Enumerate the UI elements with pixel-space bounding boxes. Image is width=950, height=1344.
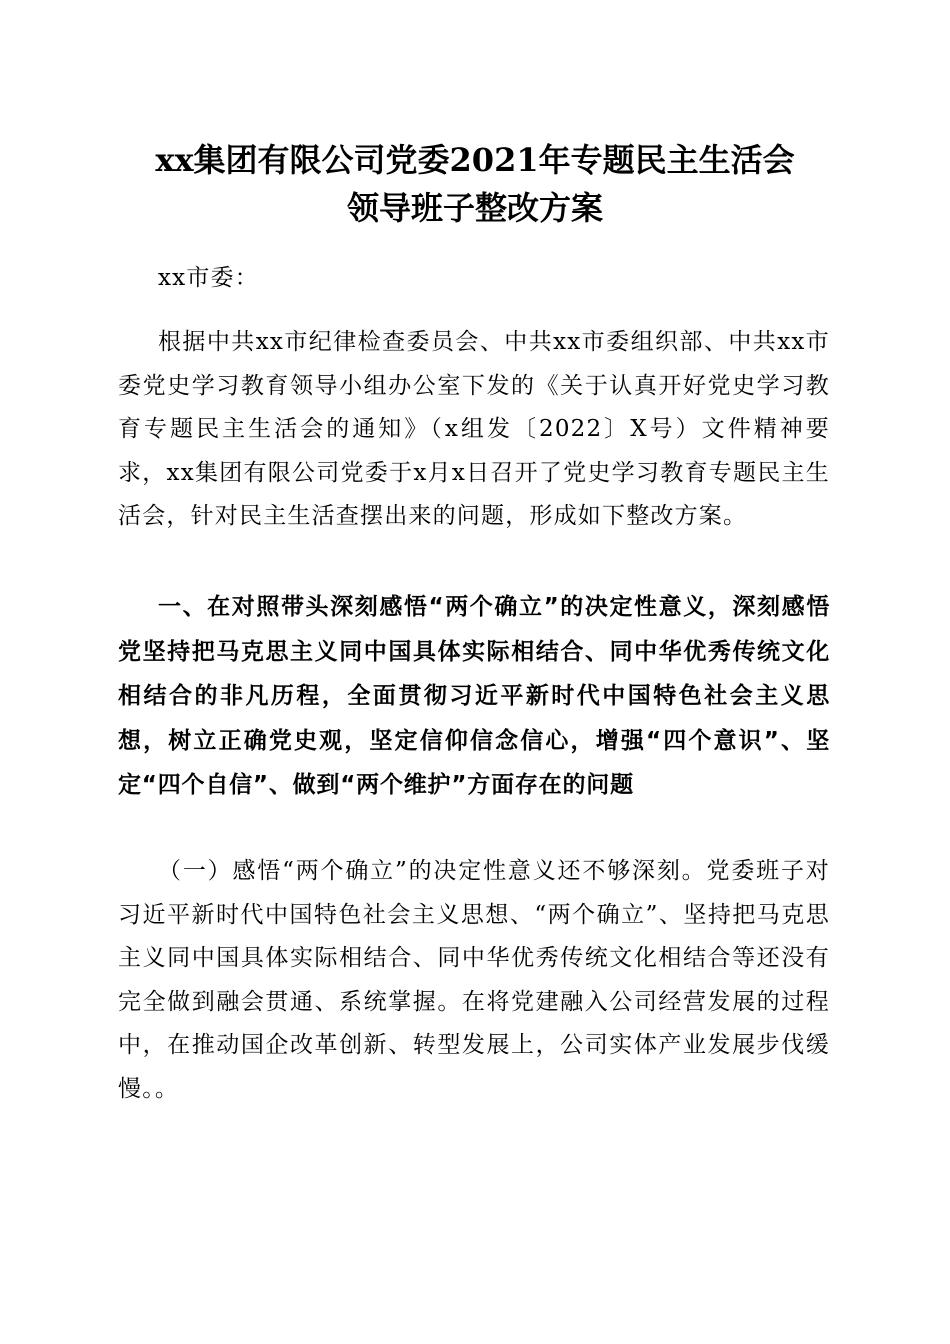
document-title-line-2: 领导班子整改方案 [346, 189, 603, 227]
subsection-paragraph-1: （一）感悟“两个确立”的决定性意义还不够深刻。党委班子对习近平新时代中国特色社会主义思想、“两个确立”、坚持把马克思主义同中国具体实际相结合、同中华优秀传统文化相结合等还没有完全做到融会贯通、系统掌握。在将党建融入公司经营发展的过程中，在推动国企改革创新、转型发展上，公司实体产业发展步伐缓慢。。 [118, 858, 830, 1102]
intro-paragraph: 根据中共xx市纪律检查委员会、中共xx市委组织部、中共xx市委党史学习教育领导小组办公室下发的《关于认真开好党史学习教育专题民主生活会的通知》（x组发〔2022〕X号）文件精神要求，xx集团有限公司党委于x月x日召开了党史学习教育专题民主生活会，针对民主生活查摆出来的问题，形成如下整改方案。 [118, 329, 830, 529]
salutation: xx市委： [158, 265, 259, 291]
section-heading-1: 一、在对照带头深刻感悟“两个确立”的决定性意义，深刻感悟党坚持把马克思主义同中国具体实际相结合、同中华优秀传统文化相结合的非凡历程，全面贯彻习近平新时代中国特色社会主义思想，树立正确党史观，坚定信仰信念信心，增强“四个意识”、坚定“四个自信”、做到“两个维护”方面存在的问题 [118, 594, 830, 798]
document-title-line-1: xx集团有限公司党委2021年专题民主生活会 [155, 141, 795, 179]
